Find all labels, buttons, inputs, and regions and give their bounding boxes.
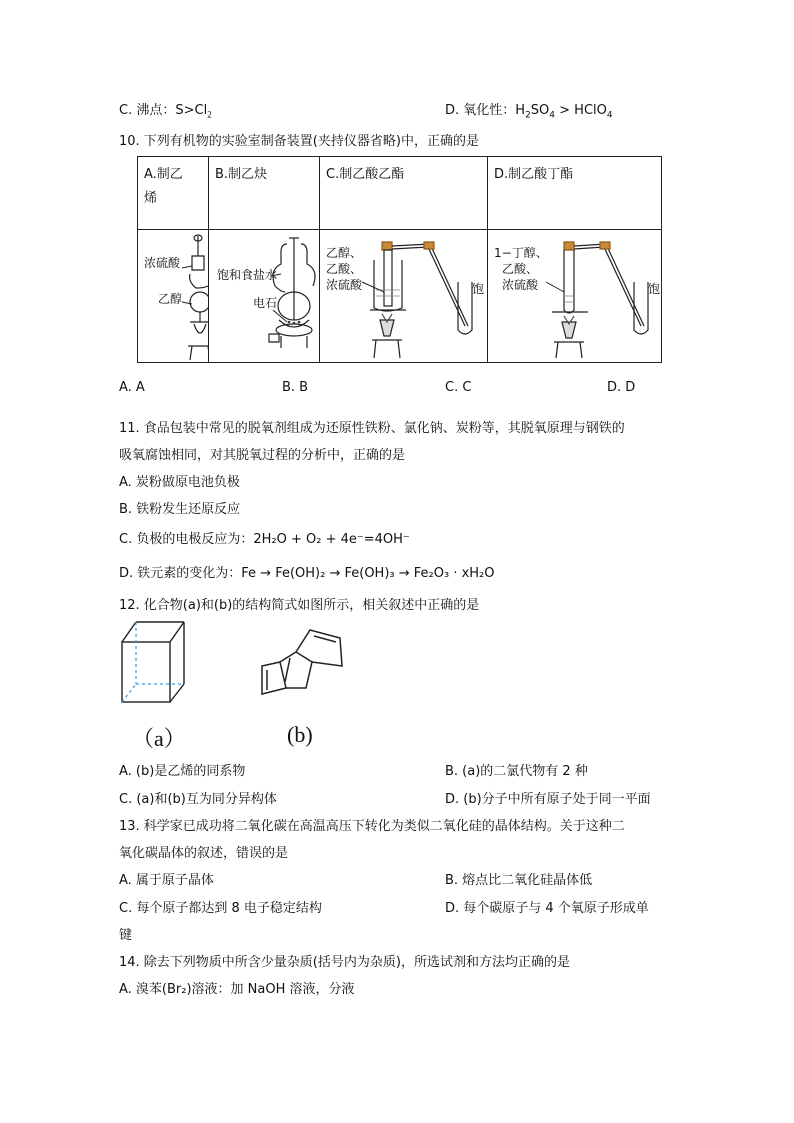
label-a: （a）: [132, 726, 186, 751]
label-conc-h2so4-a: 浓硫酸: [144, 256, 181, 270]
header-c: C.制乙酸乙酯: [320, 157, 488, 230]
q13-option-c: C. 每个原子都达到 8 电子稳定结构: [119, 901, 322, 916]
q10-option-b: B. B: [282, 380, 309, 395]
q13-option-a: A. 属于原子晶体: [119, 873, 214, 888]
label-saturated-d: 饱: [648, 282, 661, 296]
q12-option-d: D. (b)分子中所有原子处于同一平面: [445, 792, 651, 807]
q10-option-a: A. A: [119, 380, 145, 395]
q9-option-d-gt: > HClO: [555, 103, 607, 118]
q13-stem-line1: 13. 科学家已成功将二氧化碳在高温高压下转化为类似二氧化硅的晶体结构。关于这种二: [119, 819, 625, 834]
header-a: [138, 157, 209, 230]
q11-option-c: C. 负极的电极反应为：2H₂O + O₂ + 4e⁻=4OH⁻: [119, 532, 410, 547]
cubane-structure-a: [114, 618, 194, 708]
q13-option-b: B. 熔点比二氧化硅晶体低: [445, 873, 593, 888]
q11-option-d: D. 铁元素的变化为：Fe → Fe(OH)₂ → Fe(OH)₃ → Fe₂O₃ · xH₂O: [119, 566, 495, 581]
label-butanol-d: 1−丁醇、: [494, 246, 548, 260]
label-ethanol-a: 乙醇: [158, 292, 183, 306]
q11-stem-line1: 11. 食品包装中常见的脱氧剂组成为还原性铁粉、氯化钠、炭粉等，其脱氧原理与钢铁的: [119, 421, 625, 436]
apparatus-c-cell: [320, 230, 488, 363]
q14-stem: 14. 除去下列物质中所含少量杂质(括号内为杂质)，所选试剂和方法均正确的是: [119, 955, 570, 970]
q9-option-d-sub1: 2: [525, 110, 531, 121]
q12-option-a: A. (b)是乙烯的同系物: [119, 764, 246, 779]
q12-option-b: B. (a)的二氯代物有 2 种: [445, 764, 588, 779]
q10-stem: 10. 下列有机物的实验室制备装置(夹持仪器省略)中，正确的是: [119, 134, 479, 149]
pentalene-structure-b: [252, 624, 352, 704]
apparatus-table: [137, 156, 662, 363]
label-b: (b): [287, 722, 313, 747]
label-acetic-d: 乙酸、: [502, 262, 539, 276]
label-acetic-c: 乙酸、: [326, 262, 363, 276]
label-h2so4-c: 浓硫酸: [326, 278, 363, 292]
apparatus-a-cell: [138, 230, 209, 363]
q10-option-d: D. D: [607, 380, 636, 395]
label-saturated-c: 饱: [472, 282, 485, 296]
q9-option-c: [119, 99, 212, 120]
label-h2so4-d: 浓硫酸: [502, 278, 539, 292]
q9-option-c-sub: 2: [207, 109, 212, 120]
apparatus-b-cell: [209, 230, 320, 363]
q9-option-d: [445, 99, 613, 121]
header-d: D.制乙酸丁酯: [488, 157, 662, 230]
q13-stem-line2: 氧化碳晶体的叙述，错误的是: [119, 846, 289, 861]
apparatus-d-cell: [488, 230, 662, 363]
q13-option-d: D. 每个碳原子与 4 个氧原子形成单: [445, 901, 649, 916]
q12-option-c: C. (a)和(b)互为同分异构体: [119, 792, 277, 807]
q9-option-d-sub2: 4: [549, 110, 556, 121]
q9-option-c-text: C. 沸点：S>Cl: [119, 103, 208, 118]
q9-option-d-sub3: 4: [606, 110, 613, 121]
q10-option-c: C. C: [445, 380, 472, 395]
q13-option-d-continued: 键: [119, 928, 133, 943]
q11-stem-line2: 吸氧腐蚀相同，对其脱氧过程的分析中，正确的是: [119, 448, 406, 463]
q11-option-b: B. 铁粉发生还原反应: [119, 502, 241, 517]
q12-stem: 12. 化合物(a)和(b)的结构简式如图所示，相关叙述中正确的是: [119, 598, 480, 613]
label-brine: 饱和食盐水: [217, 268, 278, 282]
header-a-text: A.制乙烯: [144, 167, 183, 206]
label-carbide: 电石: [253, 296, 278, 310]
q9-option-d-mid: SO: [530, 103, 550, 118]
q9-option-d-prefix: D. 氧化性：H: [445, 103, 526, 118]
header-b: B.制乙炔: [209, 157, 320, 230]
q14-option-a: A. 溴苯(Br₂)溶液：加 NaOH 溶液，分液: [119, 982, 355, 997]
q11-option-a: A. 炭粉做原电池负极: [119, 475, 240, 490]
label-ethanol-c: 乙醇、: [326, 246, 363, 260]
